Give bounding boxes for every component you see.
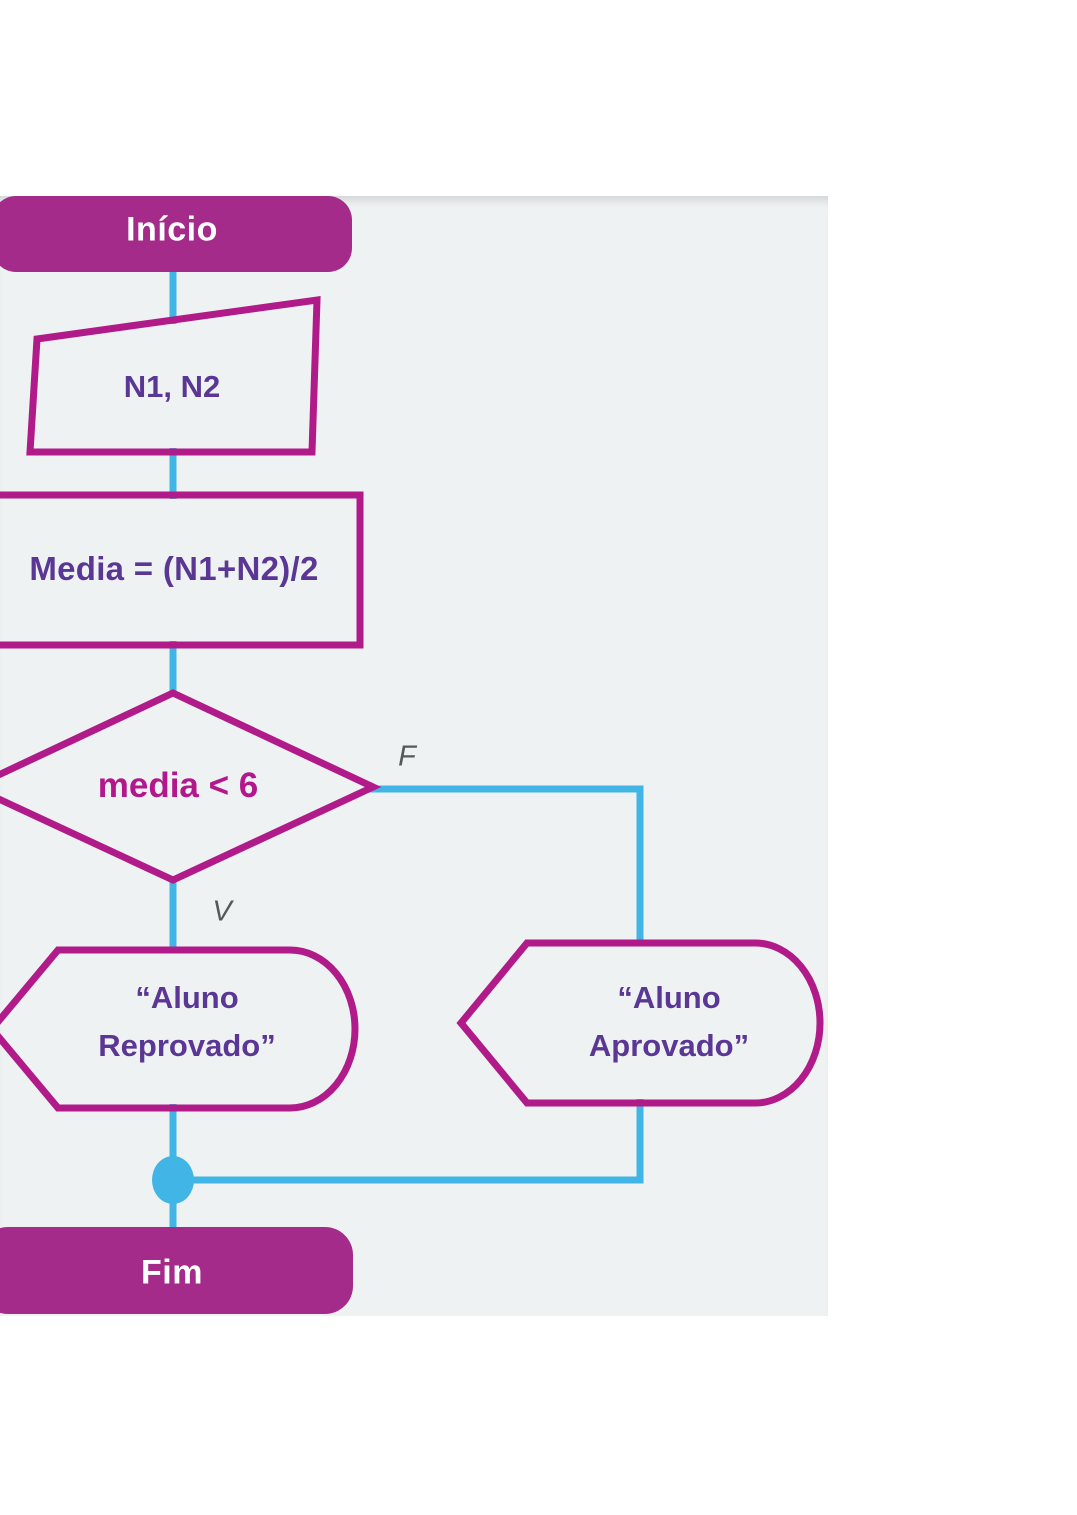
output-approved-line2: Aprovado” bbox=[588, 1028, 750, 1063]
output-approved-label bbox=[589, 974, 749, 1070]
true-branch-label: V bbox=[212, 895, 232, 928]
flowchart-canvas bbox=[0, 196, 828, 1316]
end-node-label: Fim bbox=[141, 1253, 203, 1292]
output-reproved-line1: “Aluno bbox=[135, 980, 239, 1015]
false-branch-label: F bbox=[398, 740, 416, 773]
start-node-label: Início bbox=[126, 210, 218, 249]
output-reproved-line2: Reprovado” bbox=[98, 1028, 276, 1063]
connector-false-branch bbox=[368, 789, 640, 943]
decision-node-label: media < 6 bbox=[97, 766, 259, 805]
process-node-label: Media = (N1+N2)/2 bbox=[29, 550, 319, 587]
input-node-label: N1, N2 bbox=[123, 369, 221, 404]
output-reproved-label bbox=[98, 974, 275, 1070]
output-approved-line1: “Aluno bbox=[617, 980, 721, 1015]
junction-dot bbox=[152, 1156, 194, 1204]
